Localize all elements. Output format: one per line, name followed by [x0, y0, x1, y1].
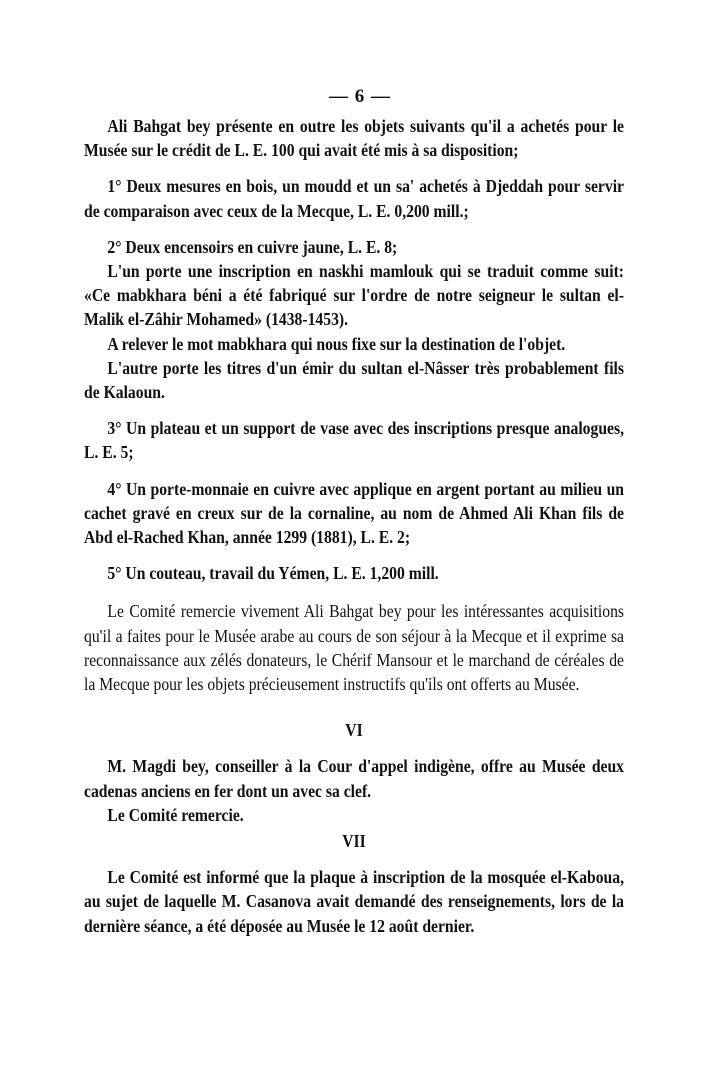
paragraph-comite-thanks: Le Comité remercie vivement Ali Bahgat bey pour les intéressantes acquisitions qu'il a faites pour le Musée arabe au cours de son séjour à la Mecque et il exprime sa reconnaissance aux zélés donateurs, le Chérif Mansour et le marchand de céréales de la Mecque pour les objets précieusement instructifs qu'ils ont offerts au Musée.	[84, 601, 624, 695]
list-item-2-inscription-2: L'autre porte les titres d'un émir du sultan el-Nâsser très probablement fils de Kalaoun.	[84, 357, 624, 403]
section-vi-thanks: Le Comité remercie.	[107, 804, 244, 825]
list-item-5: 5° Un couteau, travail du Yémen, L. E. 1,200 mill.	[107, 563, 439, 584]
list-item-4: 4° Un porte-monnaie en cuivre avec applique en argent portant au milieu un cachet gravé en creux sur de la cornaline, au nom de Ahmed Ali Khan fils de Abd el-Rached Khan, année 1299 (1881), L. E. 2;	[84, 478, 624, 548]
section-heading-vii: VII	[342, 831, 366, 852]
list-item-3: 3° Un plateau et un support de vase avec des inscriptions presque analogues, L. E. 5;	[84, 418, 624, 463]
section-vi-paragraph: M. Magdi bey, conseiller à la Cour d'appel indigène, offre au Musée deux cadenas anciens en fer dont un avec sa clef.	[84, 756, 624, 801]
list-item-1: 1° Deux mesures en bois, un moudd et un sa' achetés à Djeddah pour servir de comparaison avec ceux de la Mecque, L. E. 0,200 mill.;	[84, 176, 624, 221]
list-item-2-note: A relever le mot mabkhara qui nous fixe sur la destination de l'objet.	[107, 333, 566, 354]
page-number: — 6 —	[329, 86, 391, 107]
section-vii-paragraph: Le Comité est informé que la plaque à inscription de la mosquée el-Kaboua, au sujet de laquelle M. Casanova avait demandé des renseignements, lors de la dernière séance, a été déposée au Musée le 12 août dernier.	[84, 867, 624, 936]
page-body	[84, 114, 624, 938]
list-item-2: 2° Deux encensoirs en cuivre jaune, L. E. 8;	[107, 236, 398, 257]
paragraph-acquisitions-intro: Ali Bahgat bey présente en outre les objets suivants qu'il a achetés pour le Musée sur le crédit de L. E. 100 qui avait été mis à sa disposition;	[84, 116, 624, 161]
list-item-2-inscription-1: L'un porte une inscription en naskhi mamlouk qui se traduit comme suit: «Ce mabkhara béni a été fabriqué sur l'ordre de notre seigneur le sultan el-Malik el-Zâhir Mohamed» (1438-1453).	[84, 261, 624, 330]
section-heading-vi: VI	[345, 720, 363, 741]
